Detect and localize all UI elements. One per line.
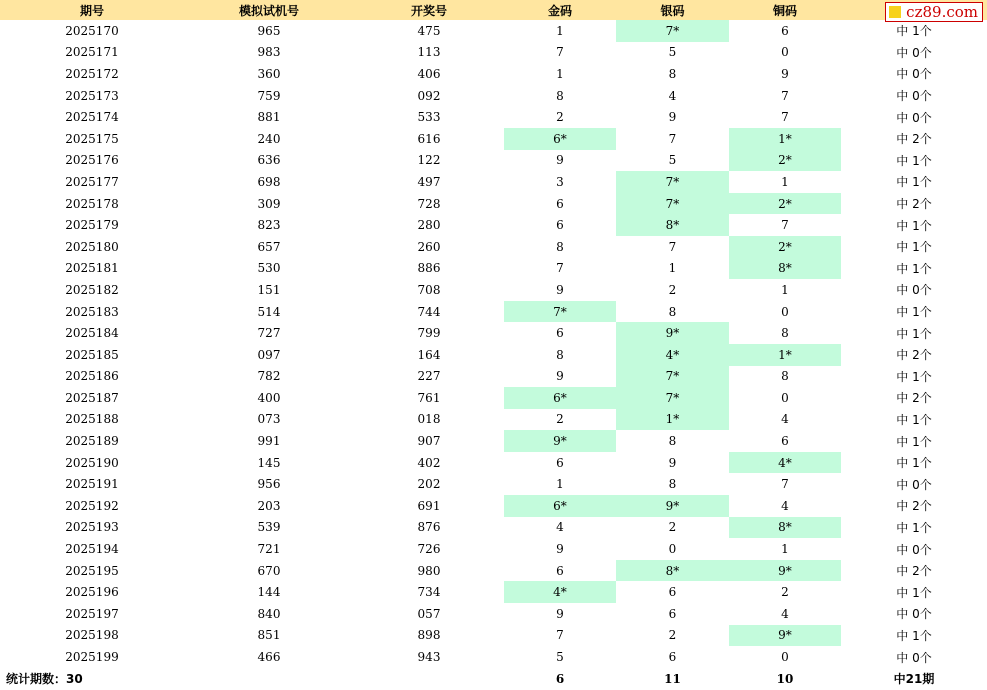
row-sim-number: 360 xyxy=(257,66,281,81)
row-gold-code: 6 xyxy=(556,218,564,233)
row-copper-code: 9* xyxy=(729,560,841,582)
table-row xyxy=(0,279,987,301)
row-issue: 2025174 xyxy=(65,110,119,125)
row-copper-code: 0 xyxy=(781,650,789,665)
row-draw-number: 164 xyxy=(417,347,441,362)
row-silver-code: 1 xyxy=(668,261,677,276)
row-result: 中 1个 xyxy=(896,326,932,341)
table-row xyxy=(0,452,987,474)
row-result: 中 1个 xyxy=(896,240,932,255)
row-silver-code: 1* xyxy=(616,409,729,431)
row-issue: 2025180 xyxy=(65,239,119,254)
row-issue: 2025192 xyxy=(65,498,119,513)
row-silver-code: 4 xyxy=(668,88,677,103)
table-body xyxy=(0,20,987,668)
row-silver-code: 7* xyxy=(616,387,729,409)
row-copper-code: 2* xyxy=(729,150,841,172)
table-row xyxy=(0,258,987,280)
row-draw-number: 616 xyxy=(417,131,441,146)
row-silver-code: 6 xyxy=(668,606,677,621)
row-gold-code: 8 xyxy=(556,347,564,362)
row-draw-number: 057 xyxy=(417,606,441,621)
row-copper-code: 4 xyxy=(781,498,789,513)
table-row xyxy=(0,409,987,431)
table-row xyxy=(0,625,987,647)
row-issue: 2025193 xyxy=(65,520,119,535)
row-silver-code: 7* xyxy=(616,366,729,388)
table-row xyxy=(0,538,987,560)
table-row xyxy=(0,603,987,625)
row-draw-number: 980 xyxy=(417,563,441,578)
row-copper-code: 6 xyxy=(781,23,789,38)
table-row xyxy=(0,85,987,107)
row-result: 中 1个 xyxy=(896,175,932,190)
row-result: 中 1个 xyxy=(896,628,932,643)
summary-copper-count: 10 xyxy=(776,671,794,686)
row-gold-code: 5 xyxy=(556,650,564,665)
row-sim-number: 851 xyxy=(257,628,281,643)
row-silver-code: 6 xyxy=(668,650,677,665)
row-sim-number: 956 xyxy=(257,477,281,492)
row-sim-number: 983 xyxy=(257,45,281,60)
row-copper-code: 9 xyxy=(781,66,789,81)
row-sim-number: 881 xyxy=(257,110,281,125)
row-draw-number: 280 xyxy=(417,218,441,233)
row-sim-number: 097 xyxy=(257,347,281,362)
row-result: 中 0个 xyxy=(896,650,932,665)
row-draw-number: 691 xyxy=(417,498,441,513)
row-silver-code: 4* xyxy=(616,344,729,366)
row-draw-number: 227 xyxy=(417,369,441,384)
row-issue: 2025176 xyxy=(65,153,119,168)
row-result: 中 2个 xyxy=(896,197,932,212)
row-sim-number: 759 xyxy=(257,88,281,103)
row-sim-number: 400 xyxy=(257,390,281,405)
row-issue: 2025186 xyxy=(65,369,119,384)
row-copper-code: 0 xyxy=(781,304,789,319)
row-silver-code: 8 xyxy=(668,304,677,319)
table-header-row xyxy=(0,0,987,20)
summary-silver-count: 11 xyxy=(664,671,681,686)
row-sim-number: 965 xyxy=(257,23,281,38)
row-silver-code: 2 xyxy=(668,520,677,535)
row-silver-code: 8 xyxy=(668,477,677,492)
row-copper-code: 8* xyxy=(729,517,841,539)
row-issue: 2025173 xyxy=(65,88,119,103)
row-result: 中 1个 xyxy=(896,412,932,427)
header-issue: 期号 xyxy=(0,0,184,20)
watermark-text: cz89.com xyxy=(906,3,978,21)
table-row xyxy=(0,322,987,344)
row-result: 中 2个 xyxy=(896,499,932,514)
table-row xyxy=(0,106,987,128)
row-silver-code: 9 xyxy=(668,110,677,125)
table-row xyxy=(0,171,987,193)
row-silver-code: 8 xyxy=(668,66,677,81)
row-result: 中 2个 xyxy=(896,348,932,363)
row-sim-number: 144 xyxy=(257,585,281,600)
row-result: 中 0个 xyxy=(896,542,932,557)
row-draw-number: 728 xyxy=(417,196,441,211)
row-issue: 2025177 xyxy=(65,174,119,189)
row-draw-number: 898 xyxy=(417,628,441,643)
row-issue: 2025189 xyxy=(65,434,119,449)
row-draw-number: 907 xyxy=(417,434,441,449)
header-sim-number: 模拟试机号 xyxy=(184,0,354,20)
table-row xyxy=(0,42,987,64)
row-gold-code: 9 xyxy=(556,282,564,297)
row-gold-code: 6 xyxy=(556,455,564,470)
row-sim-number: 727 xyxy=(257,326,281,341)
row-silver-code: 5 xyxy=(668,153,677,168)
row-silver-code: 7 xyxy=(668,239,677,254)
table-row xyxy=(0,150,987,172)
row-copper-code: 2* xyxy=(729,236,841,258)
table-row xyxy=(0,646,987,668)
row-sim-number: 636 xyxy=(257,153,281,168)
logo-square-icon xyxy=(889,6,901,18)
row-draw-number: 406 xyxy=(417,66,441,81)
table-row xyxy=(0,236,987,258)
row-gold-code: 9 xyxy=(556,542,564,557)
row-draw-number: 799 xyxy=(417,326,441,341)
row-copper-code: 4 xyxy=(781,412,789,427)
row-draw-number: 122 xyxy=(417,153,441,168)
row-result: 中 1个 xyxy=(896,261,932,276)
row-result: 中 1个 xyxy=(896,24,932,39)
row-draw-number: 886 xyxy=(417,261,441,276)
table-row xyxy=(0,560,987,582)
row-copper-code: 1 xyxy=(781,174,789,189)
row-silver-code: 6 xyxy=(668,585,677,600)
row-sim-number: 782 xyxy=(257,369,281,384)
row-draw-number: 497 xyxy=(417,174,441,189)
row-draw-number: 533 xyxy=(417,110,441,125)
table-row xyxy=(0,128,987,150)
row-draw-number: 876 xyxy=(417,520,441,535)
row-issue: 2025196 xyxy=(65,585,119,600)
row-result: 中 0个 xyxy=(896,45,932,60)
row-silver-code: 2 xyxy=(668,282,677,297)
row-sim-number: 514 xyxy=(257,304,281,319)
row-silver-code: 5 xyxy=(668,45,677,60)
row-result: 中 2个 xyxy=(896,391,932,406)
row-silver-code: 7* xyxy=(616,193,729,215)
row-issue: 2025179 xyxy=(65,218,119,233)
row-sim-number: 657 xyxy=(257,239,281,254)
row-sim-number: 698 xyxy=(257,174,281,189)
row-gold-code: 2 xyxy=(556,110,564,125)
row-issue: 2025183 xyxy=(65,304,119,319)
row-gold-code: 9 xyxy=(556,606,564,621)
row-copper-code: 1 xyxy=(781,282,789,297)
row-copper-code: 9* xyxy=(729,625,841,647)
row-issue: 2025184 xyxy=(65,326,119,341)
table-row xyxy=(0,517,987,539)
table-row xyxy=(0,63,987,85)
row-issue: 2025194 xyxy=(65,542,119,557)
row-sim-number: 309 xyxy=(257,196,281,211)
row-gold-code: 2 xyxy=(556,412,564,427)
row-result: 中 1个 xyxy=(896,369,932,384)
row-draw-number: 260 xyxy=(417,239,441,254)
row-gold-code: 1 xyxy=(556,23,564,38)
row-copper-code: 1* xyxy=(729,128,841,150)
row-issue: 2025188 xyxy=(65,412,119,427)
summary-result: 中21期 xyxy=(893,672,935,687)
row-gold-code: 1 xyxy=(556,477,564,492)
header-draw-number: 开奖号 xyxy=(354,0,504,20)
row-copper-code: 6 xyxy=(781,434,789,449)
row-gold-code: 7* xyxy=(504,301,616,323)
row-gold-code: 6 xyxy=(556,326,564,341)
row-sim-number: 823 xyxy=(257,218,281,233)
row-gold-code: 8 xyxy=(556,239,564,254)
row-result: 中 0个 xyxy=(896,607,932,622)
row-issue: 2025195 xyxy=(65,563,119,578)
row-result: 中 0个 xyxy=(896,283,932,298)
row-result: 中 0个 xyxy=(896,477,932,492)
row-draw-number: 018 xyxy=(417,412,441,427)
row-silver-code: 7* xyxy=(616,20,729,42)
table-row xyxy=(0,20,987,42)
row-gold-code: 6 xyxy=(556,196,564,211)
row-silver-code: 9* xyxy=(616,495,729,517)
row-sim-number: 073 xyxy=(257,412,281,427)
row-copper-code: 1* xyxy=(729,344,841,366)
row-issue: 2025199 xyxy=(65,650,119,665)
row-copper-code: 4* xyxy=(729,452,841,474)
row-draw-number: 734 xyxy=(417,585,441,600)
row-silver-code: 9* xyxy=(616,322,729,344)
row-gold-code: 3 xyxy=(556,174,564,189)
row-issue: 2025178 xyxy=(65,196,119,211)
row-sim-number: 721 xyxy=(257,542,281,557)
table-row xyxy=(0,387,987,409)
row-gold-code: 6* xyxy=(504,128,616,150)
row-result: 中 0个 xyxy=(896,89,932,104)
row-copper-code: 1 xyxy=(781,542,789,557)
row-copper-code: 4 xyxy=(781,606,789,621)
row-sim-number: 670 xyxy=(257,563,281,578)
row-silver-code: 8* xyxy=(616,560,729,582)
row-result: 中 0个 xyxy=(896,110,932,125)
row-draw-number: 726 xyxy=(417,542,441,557)
row-copper-code: 8* xyxy=(729,258,841,280)
row-sim-number: 840 xyxy=(257,606,281,621)
row-copper-code: 7 xyxy=(781,218,789,233)
row-result: 中 1个 xyxy=(896,305,932,320)
row-result: 中 1个 xyxy=(896,153,932,168)
row-sim-number: 240 xyxy=(257,131,281,146)
header-copper-code: 铜码 xyxy=(729,0,841,20)
row-silver-code: 2 xyxy=(668,628,677,643)
row-result: 中 2个 xyxy=(896,564,932,579)
row-sim-number: 991 xyxy=(257,434,281,449)
row-issue: 2025190 xyxy=(65,455,119,470)
row-result: 中 1个 xyxy=(896,218,932,233)
row-copper-code: 7 xyxy=(781,477,789,492)
row-result: 中 0个 xyxy=(896,67,932,82)
row-gold-code: 9 xyxy=(556,153,564,168)
row-sim-number: 145 xyxy=(257,455,281,470)
row-issue: 2025182 xyxy=(65,282,119,297)
table-row xyxy=(0,301,987,323)
row-issue: 2025198 xyxy=(65,628,119,643)
table-row xyxy=(0,430,987,452)
row-copper-code: 0 xyxy=(781,45,789,60)
row-sim-number: 530 xyxy=(257,261,281,276)
row-gold-code: 6 xyxy=(556,563,564,578)
row-draw-number: 092 xyxy=(417,88,441,103)
row-draw-number: 943 xyxy=(417,650,441,665)
table-row xyxy=(0,344,987,366)
row-sim-number: 151 xyxy=(257,282,281,297)
row-copper-code: 7 xyxy=(781,110,789,125)
row-issue: 2025175 xyxy=(65,131,119,146)
row-draw-number: 113 xyxy=(417,45,441,60)
row-gold-code: 7 xyxy=(556,45,564,60)
table-row xyxy=(0,581,987,603)
table-row xyxy=(0,473,987,495)
row-issue: 2025191 xyxy=(65,477,119,492)
row-silver-code: 9 xyxy=(668,455,677,470)
row-copper-code: 8 xyxy=(781,369,789,384)
row-gold-code: 9 xyxy=(556,369,564,384)
row-gold-code: 9* xyxy=(504,430,616,452)
row-silver-code: 7 xyxy=(668,131,677,146)
summary-gold-count: 6 xyxy=(555,671,565,686)
row-gold-code: 7 xyxy=(556,628,564,643)
row-silver-code: 7* xyxy=(616,171,729,193)
row-draw-number: 708 xyxy=(417,282,441,297)
row-copper-code: 8 xyxy=(781,326,789,341)
table-row xyxy=(0,214,987,236)
row-draw-number: 202 xyxy=(417,477,441,492)
row-sim-number: 466 xyxy=(257,650,281,665)
row-issue: 2025187 xyxy=(65,390,119,405)
row-issue: 2025197 xyxy=(65,606,119,621)
header-gold-code: 金码 xyxy=(504,0,616,20)
row-gold-code: 6* xyxy=(504,387,616,409)
table-row xyxy=(0,366,987,388)
table-row xyxy=(0,193,987,215)
row-copper-code: 2* xyxy=(729,193,841,215)
row-issue: 2025170 xyxy=(65,23,119,38)
row-copper-code: 2 xyxy=(781,585,789,600)
row-issue: 2025171 xyxy=(65,45,119,60)
watermark-badge[interactable] xyxy=(885,2,983,22)
row-copper-code: 0 xyxy=(781,390,789,405)
row-gold-code: 4 xyxy=(556,520,564,535)
row-sim-number: 203 xyxy=(257,498,281,513)
row-issue: 2025185 xyxy=(65,347,119,362)
row-result: 中 1个 xyxy=(896,520,932,535)
row-result: 中 1个 xyxy=(896,434,932,449)
row-gold-code: 7 xyxy=(556,261,564,276)
row-gold-code: 1 xyxy=(556,66,564,81)
row-silver-code: 0 xyxy=(668,542,677,557)
row-copper-code: 7 xyxy=(781,88,789,103)
row-gold-code: 6* xyxy=(504,495,616,517)
row-gold-code: 4* xyxy=(504,581,616,603)
header-silver-code: 银码 xyxy=(616,0,729,20)
row-gold-code: 8 xyxy=(556,88,564,103)
row-draw-number: 761 xyxy=(417,390,441,405)
row-result: 中 1个 xyxy=(896,456,932,471)
row-result: 中 2个 xyxy=(896,132,932,147)
table-row xyxy=(0,495,987,517)
row-draw-number: 402 xyxy=(417,455,441,470)
row-sim-number: 539 xyxy=(257,520,281,535)
row-result: 中 1个 xyxy=(896,585,932,600)
summary-label: 统计期数：30 xyxy=(6,672,83,687)
summary-row xyxy=(0,668,987,690)
row-draw-number: 744 xyxy=(417,304,441,319)
row-draw-number: 475 xyxy=(417,23,441,38)
row-issue: 2025181 xyxy=(65,261,119,276)
row-issue: 2025172 xyxy=(65,66,119,81)
row-silver-code: 8* xyxy=(616,214,729,236)
row-silver-code: 8 xyxy=(668,434,677,449)
